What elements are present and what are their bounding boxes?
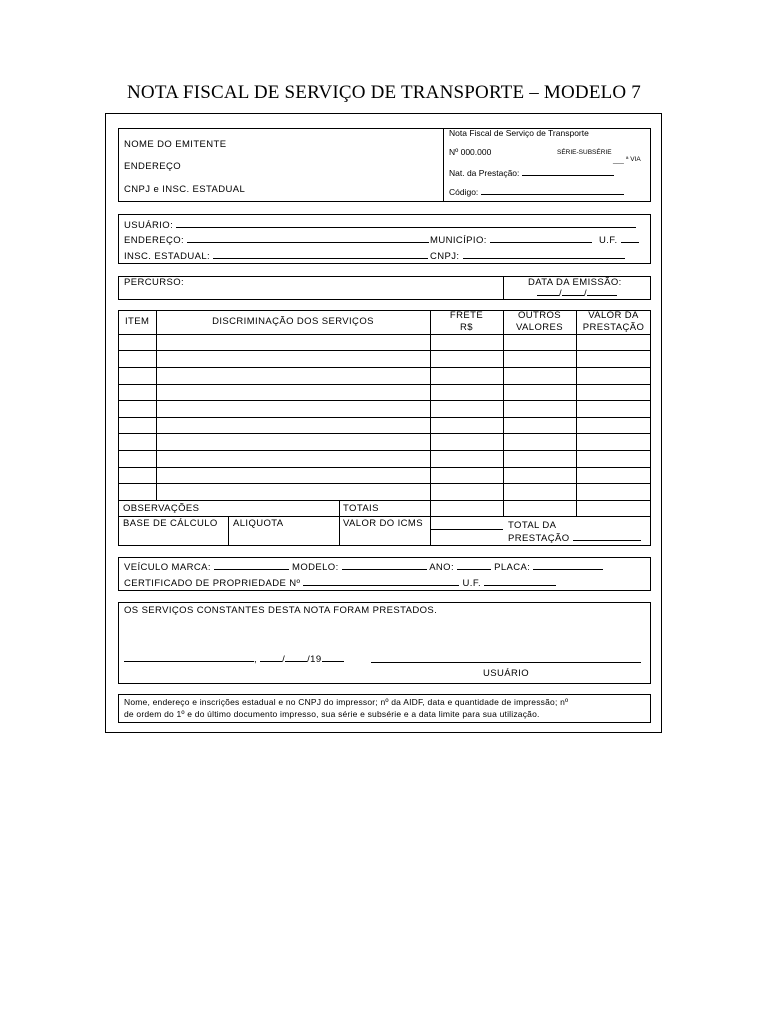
uf-line bbox=[599, 233, 639, 246]
col-frete-header-1: FRETE bbox=[449, 310, 484, 321]
municipio-line bbox=[430, 233, 592, 246]
col-item-header: ITEM bbox=[125, 316, 150, 327]
servicos-declaracao: OS SERVIÇOS CONSTANTES DESTA NOTA FORAM PRESTADOS. bbox=[124, 605, 438, 616]
aliquota-divider bbox=[228, 516, 229, 546]
endereco-line bbox=[124, 233, 429, 246]
totais-divider bbox=[339, 500, 340, 546]
uf-field[interactable] bbox=[621, 233, 639, 243]
nota-heading: Nota Fiscal de Serviço de Transporte bbox=[449, 128, 589, 138]
veiculo-line bbox=[124, 560, 603, 573]
placa-field[interactable] bbox=[533, 560, 603, 570]
table-header-rule bbox=[118, 334, 651, 335]
total-prestacao-2: PRESTAÇÃO bbox=[508, 533, 570, 544]
nota-numero: Nº 000.000 bbox=[449, 147, 492, 157]
col-outros-header-1: OUTROS bbox=[517, 310, 562, 321]
table-row bbox=[118, 350, 651, 351]
cnpj-field[interactable] bbox=[463, 249, 625, 259]
col-item-rule bbox=[156, 310, 157, 500]
col-frete-rule bbox=[503, 310, 504, 517]
usuario-field[interactable] bbox=[176, 218, 636, 228]
endereco-label: ENDEREÇO: bbox=[124, 235, 185, 246]
nota-serie: SÉRIE-SUBSÉRIE bbox=[557, 149, 612, 156]
col-valor-header-1: VALOR DA bbox=[588, 310, 639, 321]
percurso-divider bbox=[503, 276, 504, 300]
col-disc-rule bbox=[430, 310, 431, 546]
nota-nat-label bbox=[449, 166, 614, 178]
signature-label: USUÁRIO bbox=[482, 668, 530, 679]
table-row bbox=[118, 417, 651, 418]
ano-field[interactable] bbox=[457, 560, 491, 570]
nota-codigo: Código: bbox=[449, 187, 479, 197]
col-outros-rule bbox=[576, 310, 577, 517]
servicos-data-line[interactable]: , / /19 bbox=[124, 652, 344, 665]
cnpj-line bbox=[430, 249, 625, 262]
data-emissao-label: DATA DA EMISSÃO: bbox=[528, 277, 622, 288]
usuario-label: USUÁRIO: bbox=[124, 220, 174, 231]
cnpj-label: CNPJ: bbox=[430, 251, 460, 262]
col-valor-header-2: PRESTAÇÃO bbox=[582, 322, 645, 333]
certificado-field[interactable] bbox=[303, 576, 459, 586]
percurso-label: PERCURSO: bbox=[124, 277, 185, 288]
nota-codigo-label bbox=[449, 185, 624, 197]
insc-line bbox=[124, 249, 428, 262]
nota-nat: Nat. da Prestação: bbox=[449, 168, 520, 178]
nota-via: ª VIA bbox=[626, 156, 641, 163]
placa-label: PLACA: bbox=[494, 562, 531, 573]
usuario-line bbox=[124, 218, 636, 231]
total-prestacao-line bbox=[508, 531, 641, 544]
emitente-endereco: ENDEREÇO bbox=[124, 161, 182, 172]
table-row bbox=[118, 367, 651, 368]
municipio-label: MUNICÍPIO: bbox=[430, 235, 487, 246]
cert-uf-field[interactable] bbox=[484, 576, 556, 586]
marca-field[interactable] bbox=[214, 560, 289, 570]
document-title: NOTA FISCAL DE SERVIÇO DE TRANSPORTE – MODELO 7 bbox=[126, 82, 642, 103]
aliquota-label: ALIQUOTA bbox=[233, 518, 284, 529]
header-divider bbox=[443, 128, 444, 202]
impressor-linha-1: Nome, endereço e inscrições estadual e no CNPJ do impressor; nº da AIDF, data e quantidade de impressão; nº bbox=[124, 697, 569, 707]
col-disc-header: DISCRIMINAÇÃO DOS SERVIÇOS bbox=[212, 316, 374, 327]
table-row bbox=[118, 450, 651, 451]
insc-field[interactable] bbox=[213, 249, 428, 259]
nota-nat-field[interactable] bbox=[522, 166, 614, 176]
base-label: BASE DE CÁLCULO bbox=[123, 518, 218, 529]
certificado-label: CERTIFICADO DE PROPRIEDADE Nº bbox=[124, 578, 301, 589]
nota-codigo-field[interactable] bbox=[481, 185, 624, 195]
marca-label: VEÍCULO MARCA: bbox=[124, 562, 211, 573]
nota-via-blank: ___ bbox=[613, 157, 624, 164]
uf-label: U.F. bbox=[599, 235, 618, 246]
modelo-label: MODELO: bbox=[292, 562, 339, 573]
totais-rule bbox=[118, 516, 651, 517]
table-row bbox=[118, 433, 651, 434]
ano-label: ANO: bbox=[429, 562, 455, 573]
icms-rule bbox=[430, 529, 503, 530]
signature-line[interactable] bbox=[371, 662, 641, 663]
emitente-nome: NOME DO EMITENTE bbox=[124, 139, 227, 150]
endereco-field[interactable] bbox=[187, 233, 429, 243]
table-row bbox=[118, 483, 651, 484]
municipio-field[interactable] bbox=[490, 233, 592, 243]
total-prestacao-field[interactable] bbox=[573, 531, 641, 541]
table-row bbox=[118, 400, 651, 401]
table-row bbox=[118, 500, 651, 501]
servicos-ano: /19 bbox=[307, 654, 322, 665]
table-row bbox=[118, 384, 651, 385]
data-emissao-field[interactable]: / / bbox=[537, 286, 617, 299]
insc-label: INSC. ESTADUAL: bbox=[124, 251, 211, 262]
emitente-cnpj: CNPJ e INSC. ESTADUAL bbox=[124, 184, 246, 195]
impressor-linha-2: de ordem do 1º e do último documento impresso, sua série e subsérie e a data limite para sua utilização. bbox=[124, 709, 540, 719]
col-frete-header-2: R$ bbox=[460, 322, 473, 333]
table-row bbox=[118, 467, 651, 468]
total-prestacao-1: TOTAL DA bbox=[508, 520, 557, 531]
cert-uf-label: U.F. bbox=[462, 578, 482, 589]
observacoes-label: OBSERVAÇÕES bbox=[123, 503, 200, 514]
totais-label: TOTAIS bbox=[343, 503, 379, 514]
valor-icms-label: VALOR DO ICMS bbox=[343, 518, 423, 529]
modelo-field[interactable] bbox=[342, 560, 427, 570]
col-outros-header-2: VALORES bbox=[516, 322, 563, 333]
certificado-line bbox=[124, 576, 556, 589]
